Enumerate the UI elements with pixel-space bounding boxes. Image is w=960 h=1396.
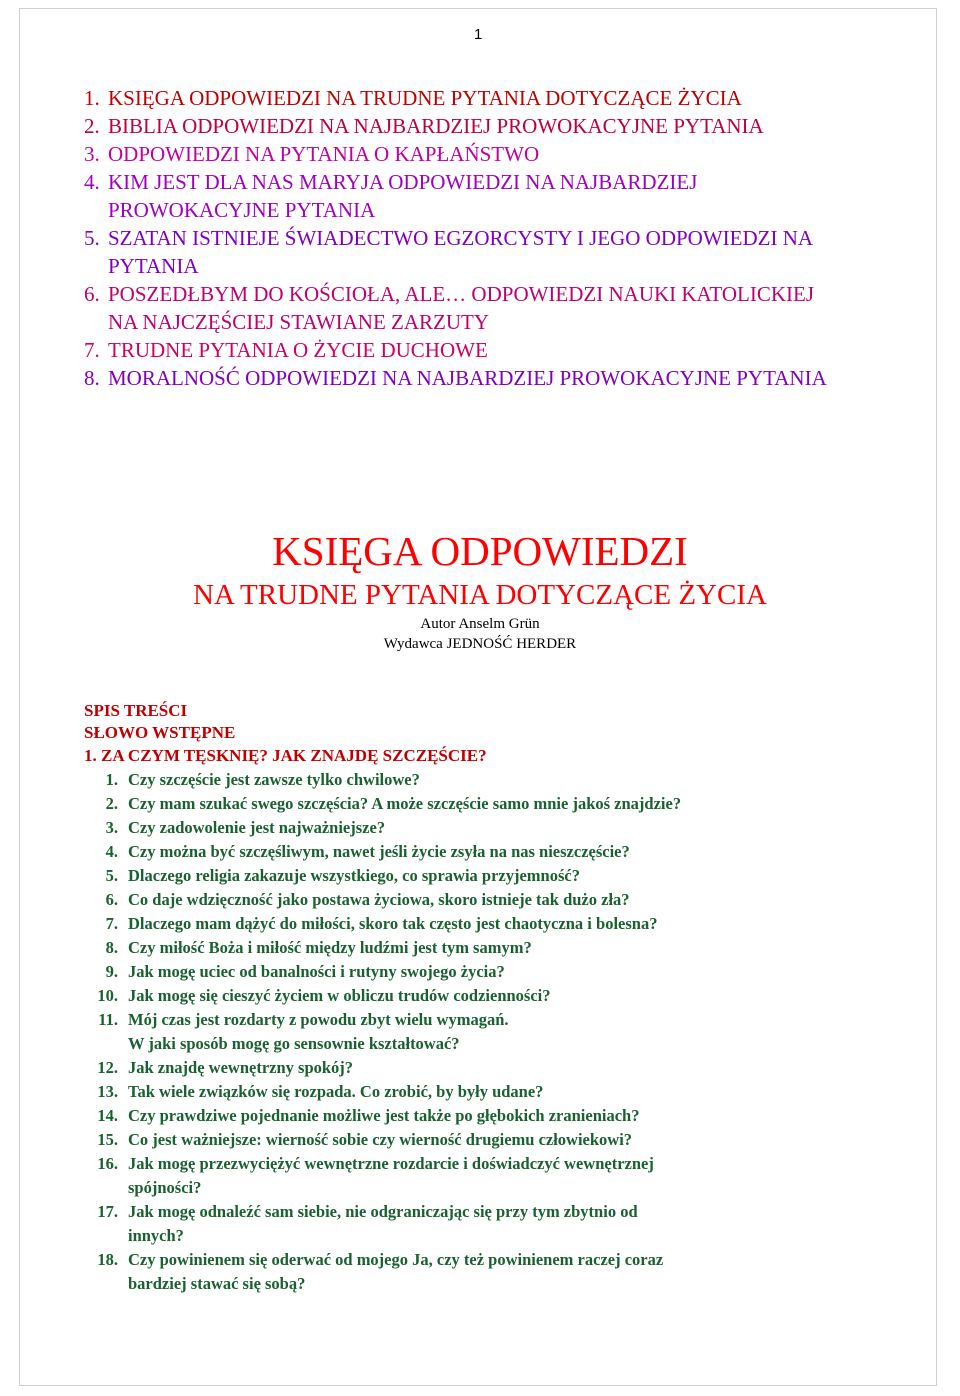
book-title-text: KSIĘGA ODPOWIEDZI NA TRUDNE PYTANIA DOTYCZĄCE ŻYCIA (108, 86, 742, 110)
toc-heading: SPIS TREŚCI (84, 701, 188, 720)
book-list-item (84, 280, 844, 336)
question-text: Jak znajdę wewnętrzny spokój? (128, 1058, 354, 1077)
question-number: 18. (97, 1250, 118, 1269)
question-number: 4. (105, 842, 118, 861)
question-item (84, 1008, 864, 1056)
question-number: 12. (97, 1058, 118, 1077)
question-item (84, 912, 864, 936)
question-number: 6. (105, 890, 118, 909)
question-number: 15. (97, 1130, 118, 1149)
question-item (84, 792, 864, 816)
question-item (84, 1152, 864, 1200)
author-line: Autor Anselm Grün (420, 616, 540, 632)
question-item (84, 1056, 864, 1080)
book-title-text: BIBLIA ODPOWIEDZI NA NAJBARDZIEJ PROWOKACYJNE PYTANIA (108, 114, 764, 138)
question-number: 13. (97, 1082, 118, 1101)
question-item (84, 864, 864, 888)
toc-foreword: SŁOWO WSTĘPNE (84, 723, 236, 742)
question-item (84, 1248, 864, 1296)
book-list-item (84, 168, 844, 224)
title-block (80, 528, 880, 654)
question-text: Jak mogę odnaleźć sam siebie, nie odgraniczając się przy tym zbytnio od innych? (128, 1202, 638, 1245)
question-text: Czy zadowolenie jest najważniejsze? (128, 818, 386, 837)
question-item (84, 888, 864, 912)
question-item (84, 840, 864, 864)
question-item (84, 936, 864, 960)
book-subtitle: NA TRUDNE PYTANIA DOTYCZĄCE ŻYCIA (193, 579, 767, 611)
book-title-text: POSZEDŁBYM DO KOŚCIOŁA, ALE… ODPOWIEDZI NAUKI KATOLICKIEJ NA NAJCZĘŚCIEJ STAWIANE ZARZUTY (108, 282, 814, 334)
publisher-line: Wydawca JEDNOŚĆ HERDER (383, 636, 577, 652)
question-number: 8. (105, 938, 118, 957)
book-list (84, 84, 844, 392)
question-text: Jak mogę przezwyciężyć wewnętrzne rozdarcie i doświadczyć wewnętrznej spójności? (128, 1154, 654, 1197)
book-number: 7. (84, 338, 100, 362)
book-number: 6. (84, 282, 100, 306)
question-number: 2. (105, 794, 118, 813)
question-text: Czy można być szczęśliwym, nawet jeśli życie zsyła na nas nieszczęście? (128, 842, 630, 861)
question-text: Czy powinienem się oderwać od mojego Ja, czy też powinienem raczej coraz bardziej stawać się sobą? (128, 1250, 664, 1293)
book-title-text: KIM JEST DLA NAS MARYJA ODPOWIEDZI NA NAJBARDZIEJ PROWOKACYJNE PYTANIA (108, 170, 698, 222)
question-number: 7. (105, 914, 118, 933)
question-text: Jak mogę się cieszyć życiem w obliczu trudów codzienności? (128, 986, 551, 1005)
book-list-item (84, 224, 844, 280)
question-number: 10. (97, 986, 118, 1005)
book-number: 4. (84, 170, 100, 194)
question-item (84, 1200, 864, 1248)
book-number: 2. (84, 114, 100, 138)
question-item (84, 1080, 864, 1104)
book-number: 1. (84, 86, 100, 110)
book-title-text: MORALNOŚĆ ODPOWIEDZI NA NAJBARDZIEJ PROWOKACYJNE PYTANIA (108, 366, 827, 390)
book-title-text: SZATAN ISTNIEJE ŚWIADECTWO EGZORCYSTY I JEGO ODPOWIEDZI NA PYTANIA (108, 226, 812, 278)
question-item (84, 768, 864, 792)
book-number: 3. (84, 142, 100, 166)
question-text: Czy szczęście jest zawsze tylko chwilowe? (128, 770, 420, 789)
question-number: 16. (97, 1154, 118, 1173)
book-number: 8. (84, 366, 100, 390)
book-list-item (84, 336, 844, 364)
question-number: 5. (105, 866, 118, 885)
question-item (84, 1128, 864, 1152)
book-list-item (84, 84, 844, 112)
question-number: 9. (105, 962, 118, 981)
question-text: Czy mam szukać swego szczęścia? A może szczęście samo mnie jakoś znajdzie? (128, 794, 682, 813)
book-list-item (84, 364, 844, 392)
book-list-item (84, 112, 844, 140)
book-title-text: TRUDNE PYTANIA O ŻYCIE DUCHOWE (108, 338, 488, 362)
question-number: 14. (97, 1106, 118, 1125)
question-text: Jak mogę uciec od banalności i rutyny swojego życia? (128, 962, 505, 981)
question-text: Co jest ważniejsze: wierność sobie czy wierność drugiemu człowiekowi? (128, 1130, 633, 1149)
book-title: KSIĘGA ODPOWIEDZI (272, 528, 688, 574)
page-number: 1 (474, 26, 483, 43)
question-item (84, 816, 864, 840)
question-list (84, 768, 864, 1296)
question-number: 3. (105, 818, 118, 837)
book-number: 5. (84, 226, 100, 250)
toc-chapter: 1. ZA CZYM TĘSKNIĘ? JAK ZNAJDĘ SZCZĘŚCIE? (84, 746, 487, 765)
book-title-text: ODPOWIEDZI NA PYTANIA O KAPŁAŃSTWO (108, 142, 540, 166)
question-text: Dlaczego religia zakazuje wszystkiego, co sprawia przyjemność? (128, 866, 580, 885)
table-of-contents (84, 700, 864, 1296)
question-text: Czy miłość Boża i miłość między ludźmi jest tym samym? (128, 938, 532, 957)
book-list-item (84, 140, 844, 168)
question-text: Dlaczego mam dążyć do miłości, skoro tak często jest chaotyczna i bolesna? (128, 914, 658, 933)
question-number: 17. (97, 1202, 118, 1221)
question-number: 1. (105, 770, 118, 789)
question-item (84, 960, 864, 984)
question-item (84, 984, 864, 1008)
question-number: 11. (98, 1010, 118, 1029)
question-text: Co daje wdzięczność jako postawa życiowa, skoro istnieje tak dużo zła? (128, 890, 630, 909)
question-text: Czy prawdziwe pojednanie możliwe jest także po głębokich zranieniach? (128, 1106, 640, 1125)
question-text: Tak wiele związków się rozpada. Co zrobić, by były udane? (128, 1082, 544, 1101)
question-text: Mój czas jest rozdarty z powodu zbyt wielu wymagań. W jaki sposób mogę go sensownie kształtować? (128, 1010, 509, 1053)
question-item (84, 1104, 864, 1128)
